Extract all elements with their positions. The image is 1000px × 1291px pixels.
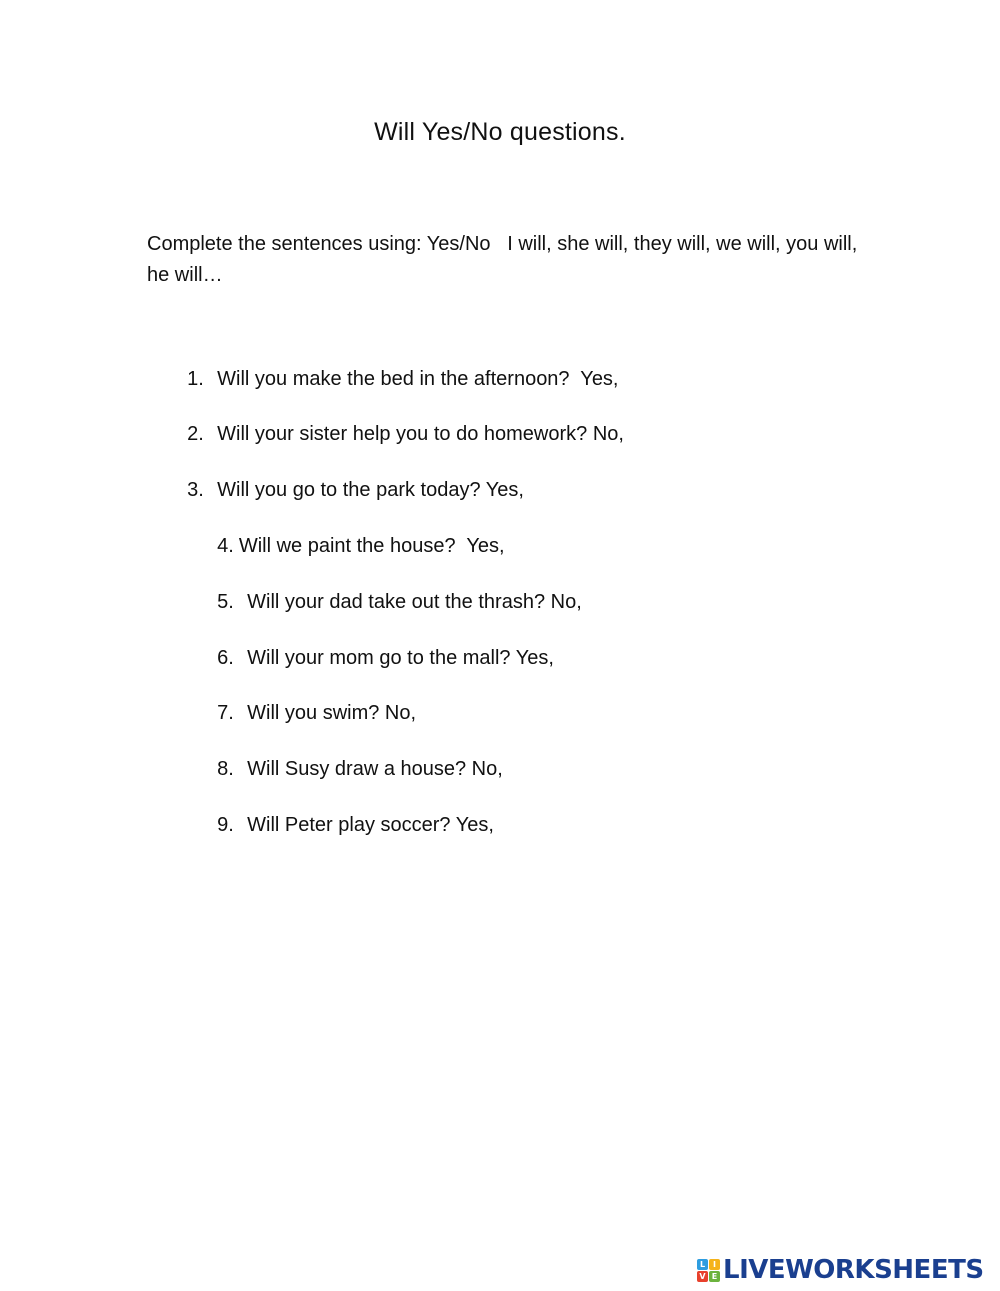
page-title: Will Yes/No questions. xyxy=(374,118,626,146)
question-text: Will your dad take out the thrash? No, xyxy=(247,591,582,613)
question-text: Will you make the bed in the afternoon? Yes, xyxy=(217,368,619,390)
liveworksheets-logo xyxy=(697,1255,984,1285)
logo-mark-icon xyxy=(697,1259,720,1282)
question-number: 6. xyxy=(217,647,234,669)
question-5 xyxy=(206,566,582,614)
question-text: Will you go to the park today? Yes, xyxy=(217,479,524,501)
question-2 xyxy=(176,398,624,446)
question-text: Will Susy draw a house? No, xyxy=(247,758,503,780)
question-1 xyxy=(176,343,619,391)
instructions-text: Complete the sentences using: Yes/No I will, she will, they will, we will, you will, he will… xyxy=(147,233,863,286)
question-3 xyxy=(176,454,524,502)
logo-text: LIVEWORKSHEETS xyxy=(723,1255,984,1285)
question-number: 7. xyxy=(217,702,234,724)
question-text: Will your mom go to the mall? Yes, xyxy=(247,647,554,669)
question-number: 9. xyxy=(217,814,234,836)
question-number: 8. xyxy=(217,758,234,780)
question-text: Will we paint the house? Yes, xyxy=(238,535,505,557)
question-8 xyxy=(206,733,503,781)
question-9 xyxy=(206,789,494,837)
question-number: 2. xyxy=(187,423,204,445)
question-text: Will Peter play soccer? Yes, xyxy=(247,814,494,836)
question-4 xyxy=(206,510,505,558)
question-7 xyxy=(206,677,416,725)
question-number: 3. xyxy=(187,479,204,501)
question-6 xyxy=(206,622,554,670)
logo-letter-v: V xyxy=(697,1271,708,1282)
question-number: 5. xyxy=(217,591,234,613)
question-text: Will your sister help you to do homework? No, xyxy=(217,423,624,445)
question-text: Will you swim? No, xyxy=(247,702,417,724)
logo-letter-i: I xyxy=(709,1259,720,1270)
question-number: 1. xyxy=(187,368,204,390)
question-number: 4. xyxy=(217,535,234,557)
logo-letter-e: E xyxy=(709,1271,720,1282)
logo-letter-l: L xyxy=(697,1259,708,1270)
